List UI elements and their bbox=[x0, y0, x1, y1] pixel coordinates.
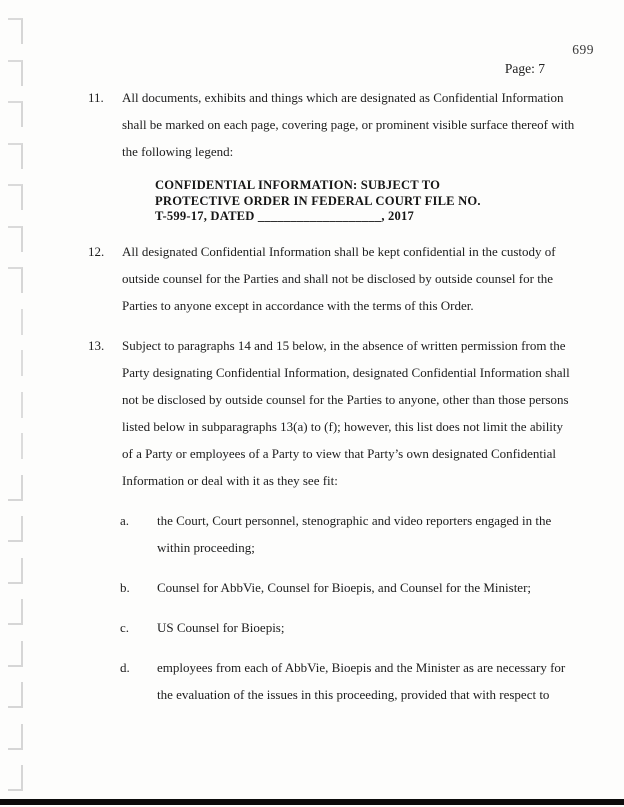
paragraph-text-line: the evaluation of the issues in this proceeding, provided that with respect to bbox=[157, 686, 550, 702]
paragraph-number: 13. bbox=[88, 337, 105, 353]
confidentiality-legend bbox=[155, 178, 558, 225]
paragraph-text-line: employees from each of AbbVie, Bioepis and the Minister as are necessary for bbox=[157, 659, 566, 675]
binding-mark bbox=[8, 599, 23, 625]
binding-mark bbox=[8, 765, 23, 791]
paragraph-13 bbox=[88, 332, 570, 494]
paragraph-12 bbox=[88, 238, 558, 319]
paragraph-text-line: the following legend: bbox=[122, 144, 234, 159]
binding-mark bbox=[8, 516, 23, 542]
paragraph-text-line: outside counsel for the Parties and shall not be disclosed by outside counsel for the bbox=[122, 270, 554, 286]
subparagraph-letter: c. bbox=[120, 619, 130, 635]
binding-mark bbox=[8, 682, 23, 708]
paragraph-text-line: Parties to anyone except in accordance with the terms of this Order. bbox=[122, 297, 474, 313]
binding-mark bbox=[8, 350, 23, 376]
legend-line: CONFIDENTIAL INFORMATION: SUBJECT TO bbox=[155, 178, 441, 192]
subparagraph-d bbox=[120, 654, 566, 708]
paragraph-text-line: Party designating Confidential Information, designated Confidential Information shall bbox=[122, 364, 570, 380]
paragraph-number: 12. bbox=[88, 243, 105, 259]
bates-number: 699 bbox=[572, 42, 594, 57]
binding-mark bbox=[8, 184, 23, 210]
subparagraph-letter: a. bbox=[120, 512, 130, 528]
binding-mark bbox=[8, 101, 23, 127]
binding-mark bbox=[8, 18, 23, 44]
subparagraph-c bbox=[120, 614, 558, 641]
paragraph-number: 11. bbox=[88, 90, 104, 105]
binding-mark bbox=[8, 475, 23, 501]
paragraph-text-line: All documents, exhibits and things which are designated as Confidential Information bbox=[122, 90, 564, 105]
binding-mark bbox=[8, 60, 23, 86]
document-body bbox=[88, 84, 575, 721]
page-number-label: Page: 7 bbox=[504, 61, 545, 76]
paragraph-text-line: Subject to paragraphs 14 and 15 below, in the absence of written permission from the bbox=[122, 337, 566, 353]
subparagraph-letter: b. bbox=[120, 579, 130, 595]
binding-mark bbox=[8, 309, 23, 335]
binding-mark bbox=[8, 392, 23, 418]
binding-mark bbox=[8, 558, 23, 584]
binding-mark bbox=[8, 433, 23, 459]
paragraph-text-line: All designated Confidential Information shall be kept confidential in the custody of bbox=[122, 243, 556, 259]
paragraph-text-line: of a Party or employees of a Party to view that Party’s own designated Confidential bbox=[122, 445, 556, 461]
paragraph-11 bbox=[88, 84, 575, 165]
paragraph-text-line: US Counsel for Bioepis; bbox=[157, 619, 285, 635]
scan-edge-bar bbox=[0, 799, 624, 805]
legend-line: PROTECTIVE ORDER IN FEDERAL COURT FILE NO. bbox=[155, 193, 481, 208]
binding-mark bbox=[8, 641, 23, 667]
subparagraph-a bbox=[120, 507, 558, 561]
binding-mark bbox=[8, 143, 23, 169]
subparagraph-b bbox=[120, 574, 558, 601]
subparagraph-letter: d. bbox=[120, 659, 130, 675]
paragraph-text-line: the Court, Court personnel, stenographic and video reporters engaged in the bbox=[157, 512, 552, 528]
paragraph-text-line: Information or deal with it as they see fit: bbox=[122, 472, 338, 488]
binding-mark bbox=[8, 724, 23, 750]
paragraph-text-line: Counsel for AbbVie, Counsel for Bioepis, and Counsel for the Minister; bbox=[157, 579, 532, 595]
binding-mark bbox=[8, 226, 23, 252]
paragraph-text-line: listed below in subparagraphs 13(a) to (f); however, this list does not limit the ability bbox=[122, 418, 564, 434]
legend-line: T-599-17, DATED ___________________, 2017 bbox=[155, 209, 415, 223]
paragraph-text-line: shall be marked on each page, covering page, or prominent visible surface thereof with bbox=[122, 117, 575, 132]
paragraph-text-line: not be disclosed by outside counsel for the Parties to anyone, other than those persons bbox=[122, 391, 569, 407]
paragraph-text-line: within proceeding; bbox=[157, 539, 255, 555]
binding-mark bbox=[8, 267, 23, 293]
